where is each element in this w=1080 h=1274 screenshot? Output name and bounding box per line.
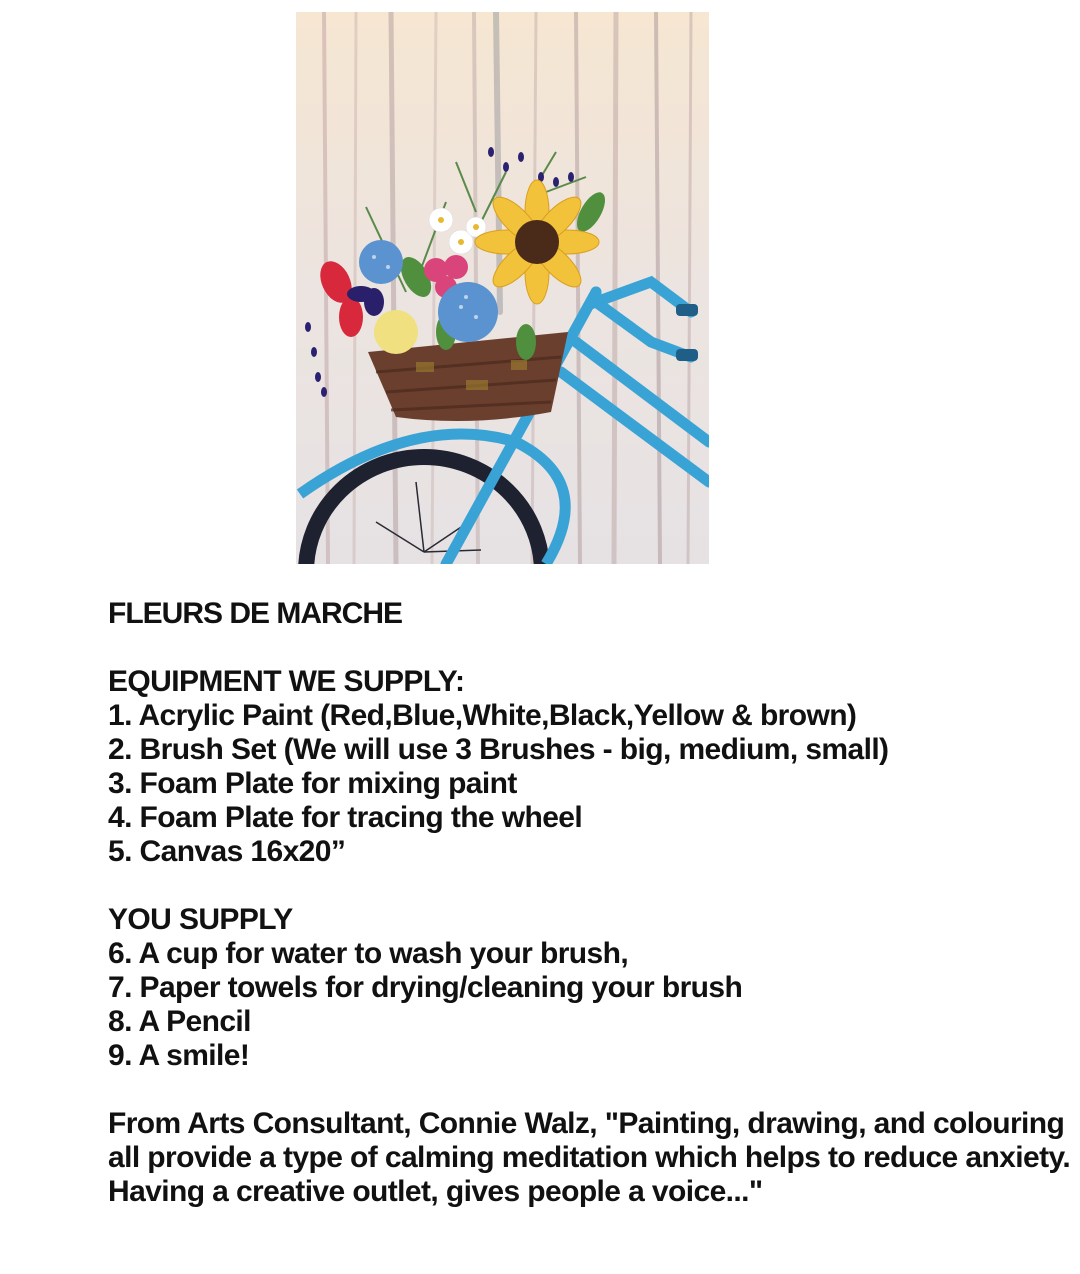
list-item: 2. Brush Set (We will use 3 Brushes - big, medium, small) bbox=[108, 733, 889, 766]
consultant-quote: From Arts Consultant, Connie Walz, "Painting, drawing, and colouring all provide a type of calming meditation which helps to reduce anxiety. Having a creative outlet, gives people a voice..." bbox=[108, 1107, 1071, 1208]
bicycle-flower-basket-painting bbox=[296, 12, 709, 564]
event-description bbox=[108, 597, 1080, 1209]
painting-image bbox=[296, 12, 709, 564]
equipment-section bbox=[108, 665, 1080, 869]
list-item: 6. A cup for water to wash your brush, bbox=[108, 937, 629, 970]
list-item: 9. A smile! bbox=[108, 1039, 250, 1072]
list-item: 1. Acrylic Paint (Red,Blue,White,Black,Yellow & brown) bbox=[108, 699, 857, 732]
you-supply-heading: YOU SUPPLY bbox=[108, 903, 293, 936]
list-item: 7. Paper towels for drying/cleaning your brush bbox=[108, 971, 743, 1004]
equipment-list bbox=[108, 699, 1080, 869]
equipment-heading: EQUIPMENT WE SUPPLY: bbox=[108, 665, 465, 698]
you-supply-section bbox=[108, 903, 1080, 1073]
list-item: 5. Canvas 16x20” bbox=[108, 835, 346, 868]
you-supply-list bbox=[108, 937, 1080, 1073]
list-item: 8. A Pencil bbox=[108, 1005, 251, 1038]
page-title: FLEURS DE MARCHE bbox=[108, 597, 403, 630]
list-item: 3. Foam Plate for mixing paint bbox=[108, 767, 517, 800]
list-item: 4. Foam Plate for tracing the wheel bbox=[108, 801, 583, 834]
